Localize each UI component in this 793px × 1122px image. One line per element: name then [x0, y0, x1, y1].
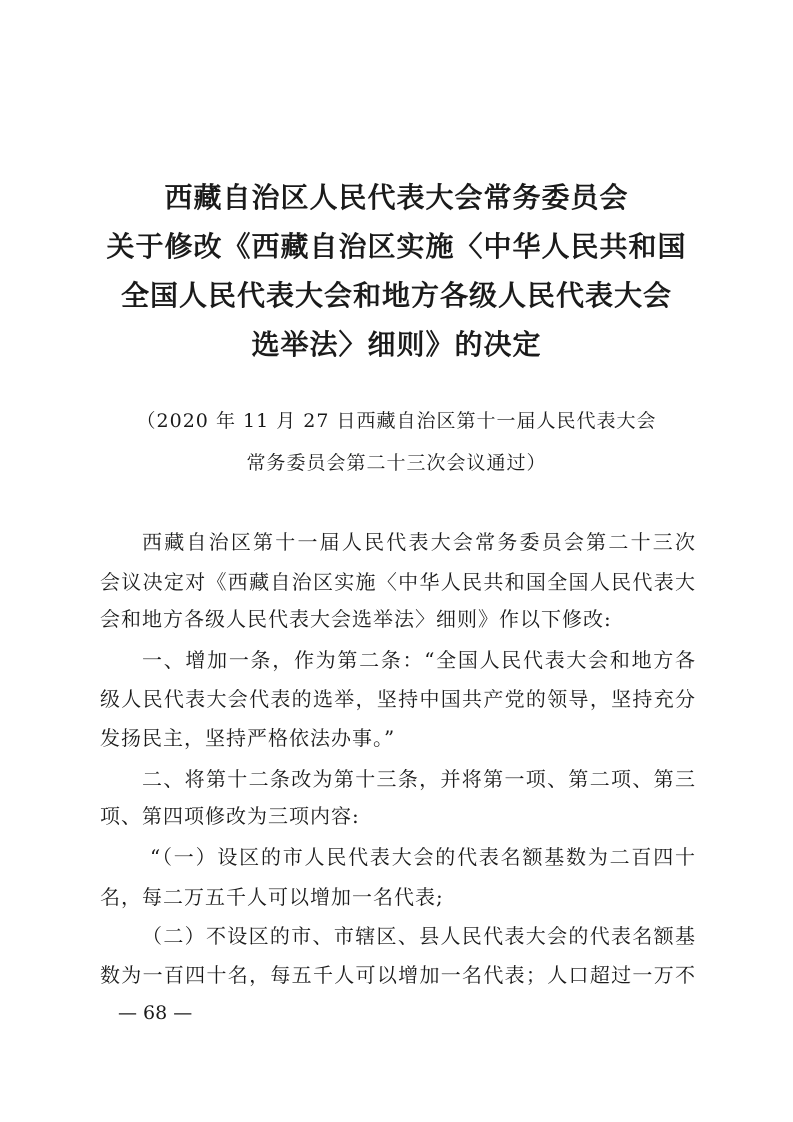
body-line: 数为一百四十名，每五千人可以增加一名代表；人口超过一万不 — [100, 963, 696, 987]
subtitle-line-1: （2020 年 11 月 27 日西藏自治区第十一届人民代表大会 — [136, 410, 657, 432]
body-line: “（一）设区的市人民代表大会的代表名额基数为二百四十 — [150, 845, 696, 869]
body-line: （二）不设区的市、市辖区、县人民代表大会的代表名额基 — [142, 924, 696, 948]
title-line-3: 全国人民代表大会和地方各级人民代表大会 — [120, 279, 672, 312]
body-line: 二、将第十二条改为第十三条，并将第一项、第二项、第三 — [142, 767, 696, 791]
subtitle-line-2: 常务委员会第二十三次会议通过） — [246, 452, 547, 474]
body-line: 发扬民主，坚持严格依法办事。” — [100, 726, 396, 750]
body-line: 级人民代表大会代表的选举，坚持中国共产党的领导，坚持充分 — [100, 687, 696, 711]
body-line: 项、第四项修改为三项内容: — [100, 804, 360, 828]
body-line: 西藏自治区第十一届人民代表大会常务委员会第二十三次 — [142, 530, 696, 554]
body-line: 一、增加一条，作为第二条：“全国人民代表大会和地方各 — [142, 648, 696, 672]
body-line: 名，每二万五千人可以增加一名代表; — [100, 885, 444, 909]
body-line: 会和地方各级人民代表大会选举法〉细则》作以下修改: — [100, 607, 612, 631]
title-line-2: 关于修改《西藏自治区实施〈中华人民共和国 — [106, 230, 687, 263]
title-line-4: 选举法〉细则》的决定 — [251, 328, 542, 361]
title-line-1: 西藏自治区人民代表大会常务委员会 — [164, 181, 629, 214]
body-line: 会议决定对《西藏自治区实施〈中华人民共和国全国人民代表大 — [100, 570, 696, 594]
page-number: — 68 — — [118, 1002, 193, 1024]
